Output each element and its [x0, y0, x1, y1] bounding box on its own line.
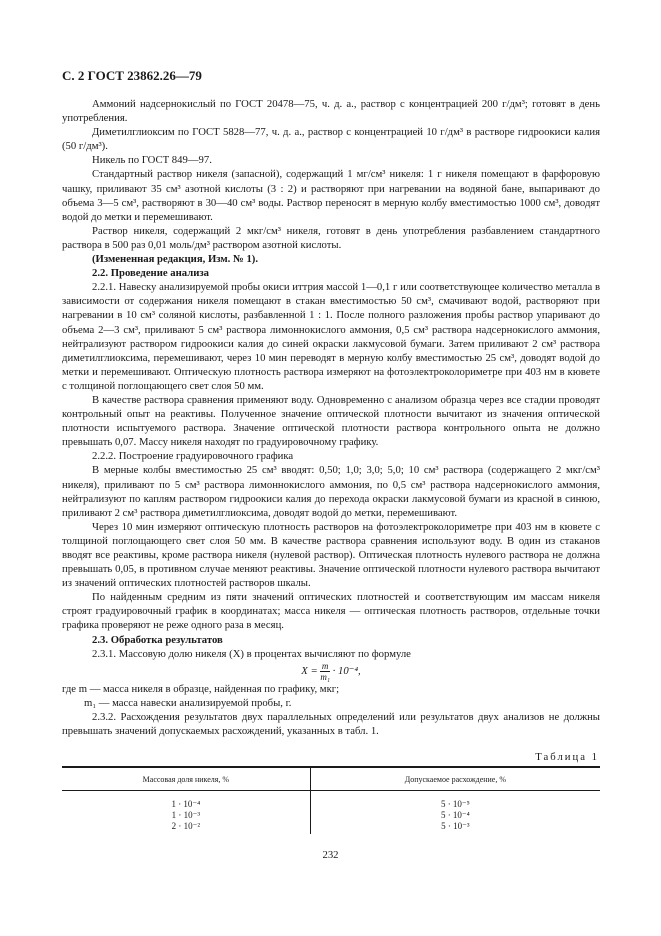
paragraph: 2.2.1. Навеску анализируемой пробы окиси иттрия массой 1—0,1 г или соответствующее количество металла в зависимости от содержания никеля помещают в стакан вместимостью 50 см³, смачивают водой, растворяют при нагревании в 10 см³ соляной кислоты, разбавленной 1 : 1. После полного разложения пробы раствор упаривают до объема 2—3 см³, приливают 5 см³ раствора лимоннокислого аммония, 0,5 см³ раствора надсернокислого аммония, нейтрализуют раствором гидроокиси калия до синей окраски лакмусовой бумаги. Затем приливают 2 см³ раствора диметилглиоксима, перемешивают, через 10 мин переводят в мерную колбу вместимостью 25 см³, доводят водой до метки и перемешивают. Оптическую плотность раствора измеряют на фотоэлектроколориметре при 403 нм в кювете с толщиной поглощающего свет слоя 50 мм. — [62, 281, 600, 392]
paragraph: 2.3.2. Расхождения результатов двух параллельных определений или результатов двух анализов не должны превышать значений допускаемых расхождений, указанных в табл. 1. — [62, 710, 600, 738]
subsection-heading: 2.2.2. Построение градуировочного графика — [92, 450, 294, 463]
paragraph: В качестве раствора сравнения применяют воду. Одновременно с анализом образца через все стадии проводят контрольный опыт на реактивы. Полученное значение оптической плотности вычитают из значения оптической плотности испытуемого раствора. Значение оптической плотности раствора контрольного опыта не должно превышать 0,07. Массу никеля находят по градуировочному графику. — [62, 393, 600, 449]
table-header-row — [62, 767, 600, 791]
table-cell-mass-fraction — [62, 791, 310, 835]
paragraph: Раствор никеля, содержащий 2 мкг/см³ никеля, готовят в день употребления разбавлением стандартного раствора в 500 раз 0,01 моль/дм³ раствором азотной кислоты. — [62, 224, 600, 251]
formula — [62, 661, 600, 682]
formula-lhs: X = — [301, 664, 318, 677]
paragraph: Никель по ГОСТ 849—97. — [92, 154, 212, 167]
paragraph: Диметилглиоксим по ГОСТ 5828—77, ч. д. а., раствор с концентрацией 10 г/дм³ в растворе гидроокиси калия (50 г/дм³). — [62, 126, 600, 153]
formula-legend: где m — масса никеля в образце, найденная по графику, мкг; — [62, 682, 340, 695]
page-header: С. 2 ГОСТ 23862.26—79 — [62, 68, 202, 83]
paragraph: Стандартный раствор никеля (запасной), содержащий 1 мг/см³ никеля: 1 г никеля помещают в фарфоровую чашку, приливают 35 см³ азотной кислоты (3 : 2) и растворяют при нагревании на водяной бане, выпаривают до объема 3—5 см³, растворяют в 30—40 см³ воды. Раствор переносят в мерную колбу вместимостью 1000 см³, доводят водой до метки и перемешивают. — [62, 168, 600, 223]
formula-rhs: · 10⁻⁴, — [332, 664, 361, 677]
amendment-note: (Измененная редакция, Изм. № 1). — [92, 253, 259, 266]
tolerance-table — [62, 766, 600, 834]
table-header-cell: Массовая доля никеля, % — [62, 767, 310, 791]
formula-numerator: m — [321, 660, 329, 671]
section-heading: 2.3. Обработка результатов — [92, 633, 223, 646]
paragraph: 2.3.1. Массовую долю никеля (X) в процентах вычисляют по формуле — [92, 647, 411, 660]
cell-value: 1 · 10⁻³ — [171, 810, 201, 820]
paragraph: По найденным средним из пяти значений оптических плотностей и соответствующим им массам никеля строят градуировочный график в координатах; масса никеля — оптическая плотность растворов, отдельные точки графика проверяют не реже одного раза в месяц. — [62, 591, 600, 632]
cell-value: 1 · 10⁻⁴ — [171, 799, 201, 809]
formula-legend: m₁ — масса навески анализируемой пробы, г. — [84, 696, 292, 709]
table-row — [62, 791, 600, 835]
cell-value: 5 · 10⁻⁴ — [440, 810, 470, 820]
cell-value: 5 · 10⁻³ — [441, 821, 470, 831]
table-title: Таблица 1 — [535, 751, 599, 763]
formula-fraction — [320, 661, 330, 682]
formula-denominator: m₁ — [320, 671, 330, 682]
body-text — [62, 97, 600, 738]
cell-value: 5 · 10⁻⁵ — [440, 799, 470, 809]
table-header-cell: Допускаемое расхождение, % — [310, 767, 600, 791]
paragraph: В мерные колбы вместимостью 25 см³ вводят: 0,50; 1,0; 3,0; 5,0; 10 см³ раствора (содержащего 2 мкг/см³ никеля), приливают по 5 см³ раствора лимоннокислого аммония, по 0,5 см³ раствора надсернокислого аммония, нейтрализуют по каплям раствором гидроокиси калия до перехода окраски лакмусовой бумаги из красной в синюю, приливают 2 см³ раствора диметилглиоксима, доводят водой до метки, перемешивают. — [62, 464, 600, 519]
cell-value: 2 · 10⁻² — [171, 821, 201, 831]
paragraph: Через 10 мин измеряют оптическую плотность растворов на фотоэлектроколориметре при 403 нм в кювете с толщиной поглощающего свет слоя 50 мм. В качестве раствора сравнения используют воду. В один из стаканов вводят все реактивы, кроме раствора никеля (нулевой раствор). Оптическая плотность нулевого раствора не должна превышать 0,05, в противном случае меняют реактивы. Значение оптической плотности нулевого раствора вычитают из значений оптических плотностей растворов шкалы. — [62, 520, 600, 590]
page-number: 232 — [322, 849, 339, 861]
table-cell-tolerance — [310, 791, 600, 835]
section-heading: 2.2. Проведение анализа — [92, 267, 210, 280]
paragraph: Аммоний надсернокислый по ГОСТ 20478—75, ч. д. а., раствор с концентрацией 200 г/дм³; готовят в день употребления. — [62, 98, 600, 125]
